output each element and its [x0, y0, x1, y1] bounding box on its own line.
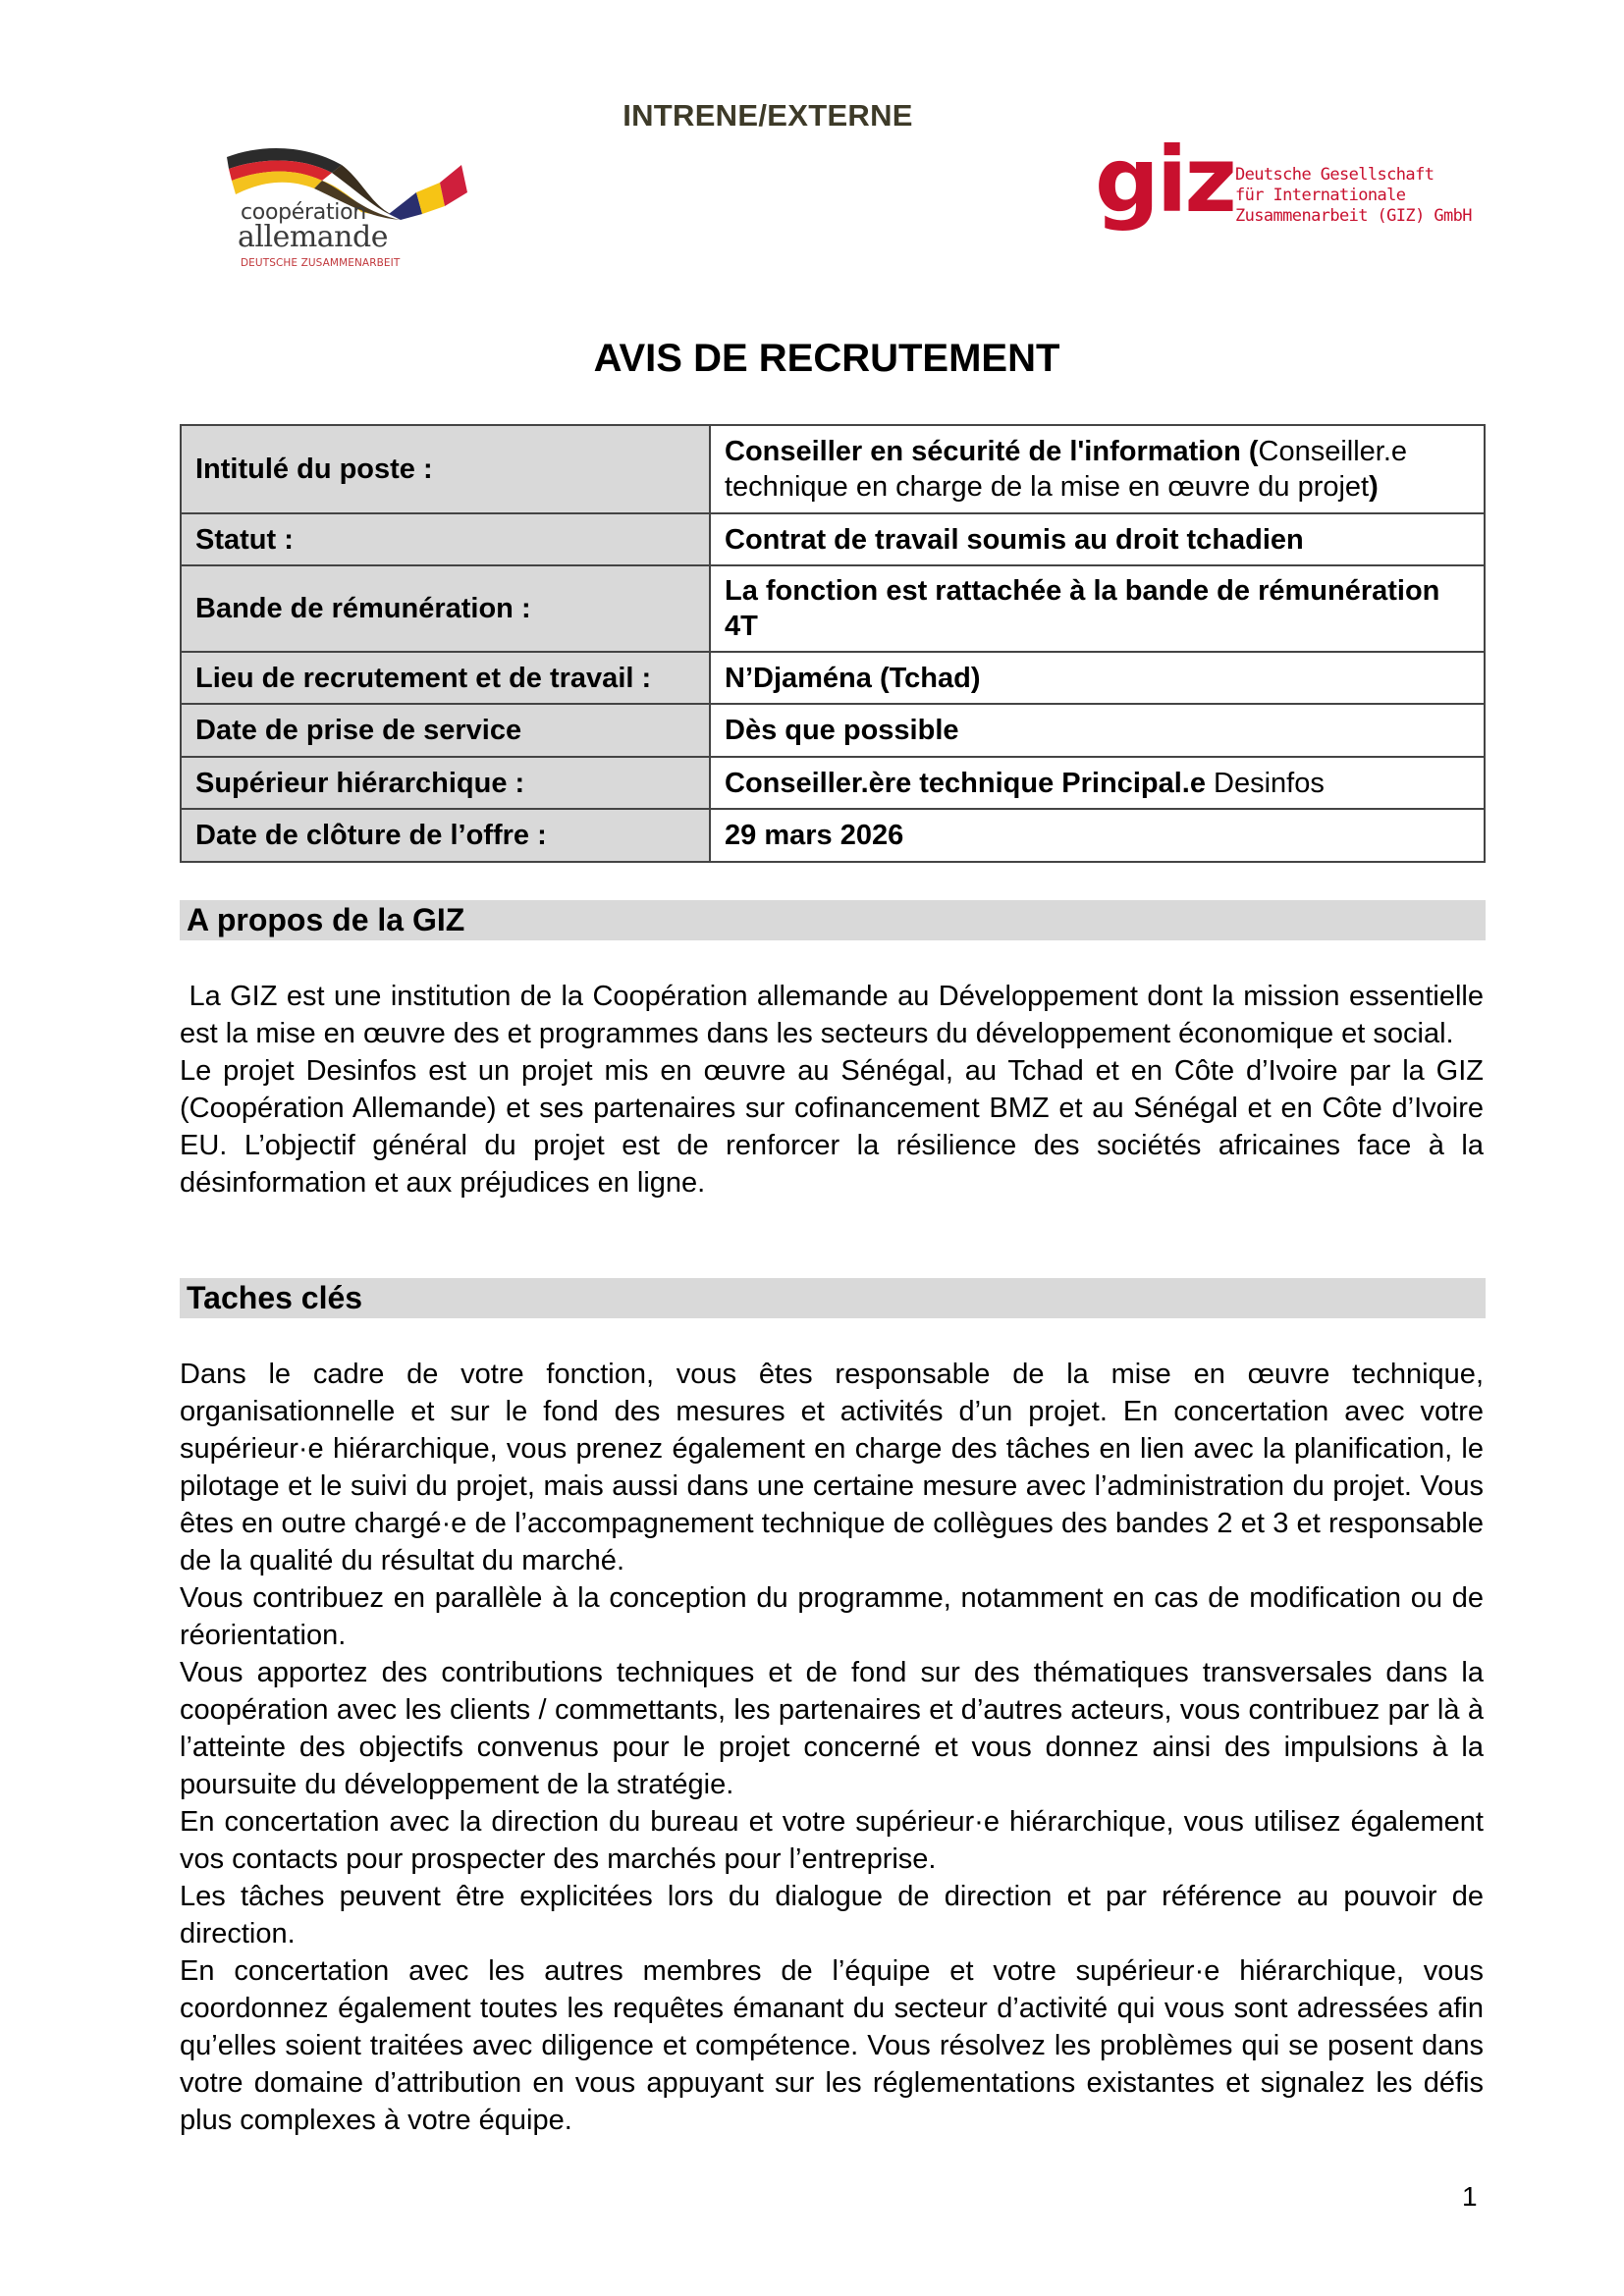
logo-text-deutsche-zusammenarbeit: DEUTSCHE ZUSAMMENARBEIT: [241, 257, 401, 269]
row-label-start-date: Date de prise de service: [181, 704, 710, 757]
row-label-job-title: Intitulé du poste :: [181, 425, 710, 513]
audience-tag-text: INTRENE/EXTERNE: [623, 98, 913, 133]
row-value-location: N’Djaména (Tchad): [710, 652, 1485, 704]
page-title-text: AVIS DE RECRUTEMENT: [593, 337, 1060, 380]
key-tasks-paragraph-4: En concertation avec la direction du bureau et votre supérieur·e hiérarchique, vous utilisez également vos contacts pour prospecter des marchés pour l’entreprise.: [180, 1806, 1484, 1875]
key-tasks-text: [180, 1356, 1484, 2139]
logo-text-allemande: allemande: [238, 220, 388, 254]
supervisor-project: Desinfos: [1205, 767, 1325, 799]
key-tasks-paragraph-5: Les tâches peuvent être explicitées lors du dialogue de direction et par référence au pouvoir de direction.: [180, 1881, 1484, 1949]
giz-name-line-3: Zusammenarbeit (GIZ) GmbH: [1235, 206, 1472, 226]
job-title-detail: Conseiller.e technique en charge de la mise en œuvre du projet: [725, 436, 1408, 503]
giz-name-line-2: für Internationale: [1235, 186, 1406, 205]
giz-wordmark: giz: [1095, 128, 1234, 233]
row-label-closing-date: Date de clôture de l’offre :: [181, 809, 710, 862]
row-value-status: Contrat de travail soumis au droit tchadien: [710, 513, 1485, 565]
key-tasks-paragraph-2: Vous contribuez en parallèle à la conception du programme, notamment en cas de modification ou de réorientation.: [180, 1582, 1484, 1651]
key-tasks-paragraph-1: Dans le cadre de votre fonction, vous êtes responsable de la mise en œuvre technique, organisationnelle et sur le fond des mesures et activités d’un projet. En concertation avec votre supérieur·e hiérarchique, vous prenez également en charge des tâches en lien avec la planification, le pilotage et le suivi du projet, mais aussi dans une certaine mesure avec l’administration du projet. Vous êtes en outre chargé·e de l’accompagnement technique de collègues des bandes 2 et 3 et responsable de la qualité du résultat du marché.: [180, 1359, 1484, 1576]
table-row: [181, 565, 1485, 652]
table-row: [181, 652, 1485, 704]
section-heading-about-giz: A propos de la GIZ: [180, 900, 1486, 940]
key-tasks-paragraph-6: En concertation avec les autres membres de l’équipe et votre supérieur·e hiérarchique, vous coordonnez également toutes les requêtes émanant du secteur d’activité qui vous sont adressées afin qu’elles soient traitées avec diligence et compétence. Vous résolvez les problèmes qui se posent dans votre domaine d’attribution en vous appuyant sur les réglementations existantes et signalez les défis plus complexes à votre équipe.: [180, 1955, 1484, 2136]
about-giz-paragraph-2: Le projet Desinfos est un projet mis en œuvre au Sénégal, au Tchad et en Côte d’Ivoire par la GIZ (Coopération Allemande) et ses partenaires sur cofinancement BMZ et au Sénégal et en Côte d’Ivoire EU. L’objectif général du projet est de renforcer la résilience des sociétés africaines face à la désinformation et aux préjudices en ligne.: [180, 1055, 1484, 1199]
row-value-pay-band: La fonction est rattachée à la bande de rémunération 4T: [710, 565, 1485, 652]
table-row: [181, 513, 1485, 565]
row-label-location: Lieu de recrutement et de travail :: [181, 652, 710, 704]
section-heading-key-tasks: Taches clés: [180, 1278, 1486, 1318]
giz-logo: [1095, 128, 1488, 255]
job-title-bold: Conseiller en sécurité de l'information (: [725, 436, 1259, 467]
row-value-closing-date: 29 mars 2026: [710, 809, 1485, 862]
about-giz-text: [180, 978, 1492, 1201]
row-label-supervisor: Supérieur hiérarchique :: [181, 757, 710, 809]
logo-text-cooperation: coopération: [241, 200, 366, 225]
table-row: [181, 757, 1485, 809]
row-label-pay-band: Bande de rémunération :: [181, 565, 710, 652]
row-value-start-date: Dès que possible: [710, 704, 1485, 757]
key-tasks-paragraph-3: Vous apportez des contributions techniques et de fond sur des thématiques transversales dans la coopération avec les clients / commettants, les partenaires et d’autres acteurs, vous contribuez par là à l’atteinte des objectifs convenus pour le projet concerné et vous donnez ainsi des impulsions à la poursuite du développement de la stratégie.: [180, 1657, 1484, 1800]
table-row: [181, 704, 1485, 757]
row-label-status: Statut :: [181, 513, 710, 565]
cooperation-allemande-logo: [224, 135, 469, 273]
page-number: 1: [1462, 2181, 1478, 2212]
row-value-job-title: [710, 425, 1485, 513]
row-value-supervisor: [710, 757, 1485, 809]
giz-name-line-1: Deutsche Gesellschaft: [1235, 165, 1435, 185]
table-row: [181, 809, 1485, 862]
supervisor-bold: Conseiller.ère technique Principal.e: [725, 767, 1206, 799]
giz-full-name: [1235, 165, 1472, 227]
job-title-tail: ): [1369, 471, 1379, 503]
table-row: [181, 425, 1485, 513]
page-title: [0, 337, 1624, 381]
audience-tag: [0, 98, 1624, 133]
about-giz-paragraph-1: La GIZ est une institution de la Coopération allemande au Développement dont la mission essentielle est la mise en œuvre des et programmes dans les secteurs du développement économique et social.: [180, 981, 1492, 1049]
job-info-table: [180, 424, 1486, 863]
